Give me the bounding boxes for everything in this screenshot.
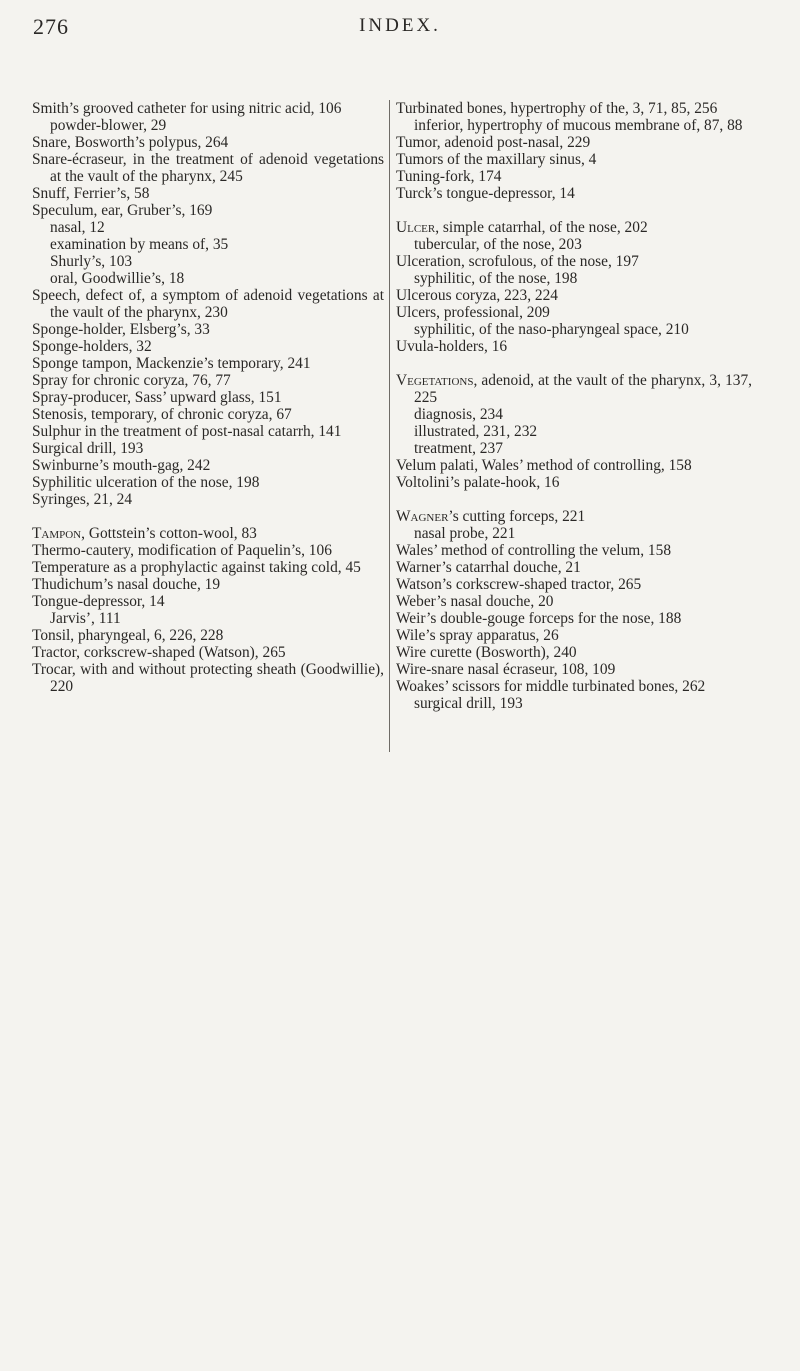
index-entry: Ulceration, scrofulous, of the nose, 197 bbox=[396, 253, 639, 270]
index-entry: Syphilitic ulceration of the nose, 198 bbox=[32, 474, 260, 491]
index-entry: Tampon, Gottstein’s cotton-wool, 83 bbox=[32, 525, 257, 542]
index-entry: Wales’ method of controlling the velum, 158 bbox=[396, 542, 672, 559]
index-entry: Ulcer, simple catarrhal, of the nose, 202 bbox=[396, 219, 648, 236]
page-header bbox=[0, 14, 800, 44]
index-entry: Sulphur in the treatment of post-nasal catarrh, 141 bbox=[32, 423, 342, 440]
page-number: 276 bbox=[33, 14, 69, 39]
index-entry: Sponge tampon, Mackenzie’s temporary, 241 bbox=[32, 355, 311, 372]
index-subentry: examination by means of, 35 bbox=[50, 236, 229, 253]
index-subentry: tubercular, of the nose, 203 bbox=[414, 236, 582, 253]
index-column-right bbox=[396, 100, 752, 712]
index-entry: Syringes, 21, 24 bbox=[32, 491, 133, 508]
index-entry: Speculum, ear, Gruber’s, 169 bbox=[32, 202, 213, 219]
index-subentry: nasal probe, 221 bbox=[414, 525, 516, 542]
index-subentry: surgical drill, 193 bbox=[414, 695, 523, 712]
index-entry: Uvula-holders, 16 bbox=[396, 338, 508, 355]
index-entry: Watson’s corkscrew-shaped tractor, 265 bbox=[396, 576, 642, 593]
index-entry: Trocar, with and without protecting sheath (Goodwillie), 220 bbox=[32, 661, 384, 695]
index-entry: Tonsil, pharyngeal, 6, 226, 228 bbox=[32, 627, 224, 644]
index-entry: Thermo-cautery, modification of Paquelin’s, 106 bbox=[32, 542, 332, 559]
index-entry: Snare-écraseur, in the treatment of adenoid vegetations at the vault of the pharynx, 245 bbox=[32, 151, 384, 185]
index-entry: Ulcers, professional, 209 bbox=[396, 304, 550, 321]
index-entry: Velum palati, Wales’ method of controlling, 158 bbox=[396, 457, 692, 474]
index-entry: Weir’s double-gouge forceps for the nose, 188 bbox=[396, 610, 682, 627]
index-entry: Tongue-depressor, 14 bbox=[32, 593, 165, 610]
index-entry: Tractor, corkscrew-shaped (Watson), 265 bbox=[32, 644, 286, 661]
index-column-left bbox=[32, 100, 384, 695]
index-subentry: oral, Goodwillie’s, 18 bbox=[50, 270, 185, 287]
index-subentry: powder-blower, 29 bbox=[50, 117, 167, 134]
index-entry: Sponge-holder, Elsberg’s, 33 bbox=[32, 321, 210, 338]
index-entry: Snuff, Ferrier’s, 58 bbox=[32, 185, 150, 202]
index-entry: Spray for chronic coryza, 76, 77 bbox=[32, 372, 231, 389]
index-entry: Tuning-fork, 174 bbox=[396, 168, 502, 185]
index-lead-word: Wagner bbox=[396, 508, 449, 525]
index-lead-word: Tampon bbox=[32, 525, 82, 542]
index-entry: Stenosis, temporary, of chronic coryza, 67 bbox=[32, 406, 292, 423]
index-lead-word: Ulcer bbox=[396, 219, 436, 236]
index-entry: Wagner’s cutting forceps, 221 bbox=[396, 508, 586, 525]
index-entry: Temperature as a prophylactic against taking cold, 45 bbox=[32, 559, 361, 576]
index-subentry: nasal, 12 bbox=[50, 219, 105, 236]
index-entry: Wile’s spray apparatus, 26 bbox=[396, 627, 559, 644]
index-entry: Weber’s nasal douche, 20 bbox=[396, 593, 554, 610]
index-entry: Spray-producer, Sass’ upward glass, 151 bbox=[32, 389, 282, 406]
index-lead-word: Vegetations bbox=[396, 372, 474, 389]
index-entry: Turck’s tongue-depressor, 14 bbox=[396, 185, 575, 202]
index-entry: Ulcerous coryza, 223, 224 bbox=[396, 287, 558, 304]
index-entry: Wire-snare nasal écraseur, 108, 109 bbox=[396, 661, 616, 678]
index-entry: Vegetations, adenoid, at the vault of the pharynx, 3, 137, 225 bbox=[396, 372, 752, 406]
index-subentry: diagnosis, 234 bbox=[414, 406, 503, 423]
index-entry: Tumors of the maxillary sinus, 4 bbox=[396, 151, 597, 168]
index-entry: Voltolini’s palate-hook, 16 bbox=[396, 474, 560, 491]
index-subentry: illustrated, 231, 232 bbox=[414, 423, 538, 440]
index-entry: Speech, defect of, a symptom of adenoid vegetations at the vault of the pharynx, 230 bbox=[32, 287, 384, 321]
index-entry: Thudichum’s nasal douche, 19 bbox=[32, 576, 221, 593]
running-head: INDEX. bbox=[359, 15, 441, 36]
index-subentry: treatment, 237 bbox=[414, 440, 503, 457]
index-subentry: syphilitic, of the naso-pharyngeal space, 210 bbox=[414, 321, 689, 338]
column-divider bbox=[389, 100, 390, 752]
index-subentry: Shurly’s, 103 bbox=[50, 253, 133, 270]
index-entry: Woakes’ scissors for middle turbinated bones, 262 bbox=[396, 678, 706, 695]
index-entry: Snare, Bosworth’s polypus, 264 bbox=[32, 134, 229, 151]
index-entry: Wire curette (Bosworth), 240 bbox=[396, 644, 577, 661]
index-entry: Smith’s grooved catheter for using nitric acid, 106 bbox=[32, 100, 342, 117]
index-entry: Surgical drill, 193 bbox=[32, 440, 144, 457]
index-subentry: syphilitic, of the nose, 198 bbox=[414, 270, 578, 287]
index-entry: Sponge-holders, 32 bbox=[32, 338, 152, 355]
index-subentry: inferior, hypertrophy of mucous membrane of, 87, 88 bbox=[414, 117, 743, 134]
index-subentry: Jarvis’, 111 bbox=[50, 610, 121, 627]
index-entry: Warner’s catarrhal douche, 21 bbox=[396, 559, 581, 576]
index-entry: Swinburne’s mouth-gag, 242 bbox=[32, 457, 211, 474]
index-entry: Tumor, adenoid post-nasal, 229 bbox=[396, 134, 591, 151]
index-entry: Turbinated bones, hypertrophy of the, 3, 71, 85, 256 bbox=[396, 100, 718, 117]
